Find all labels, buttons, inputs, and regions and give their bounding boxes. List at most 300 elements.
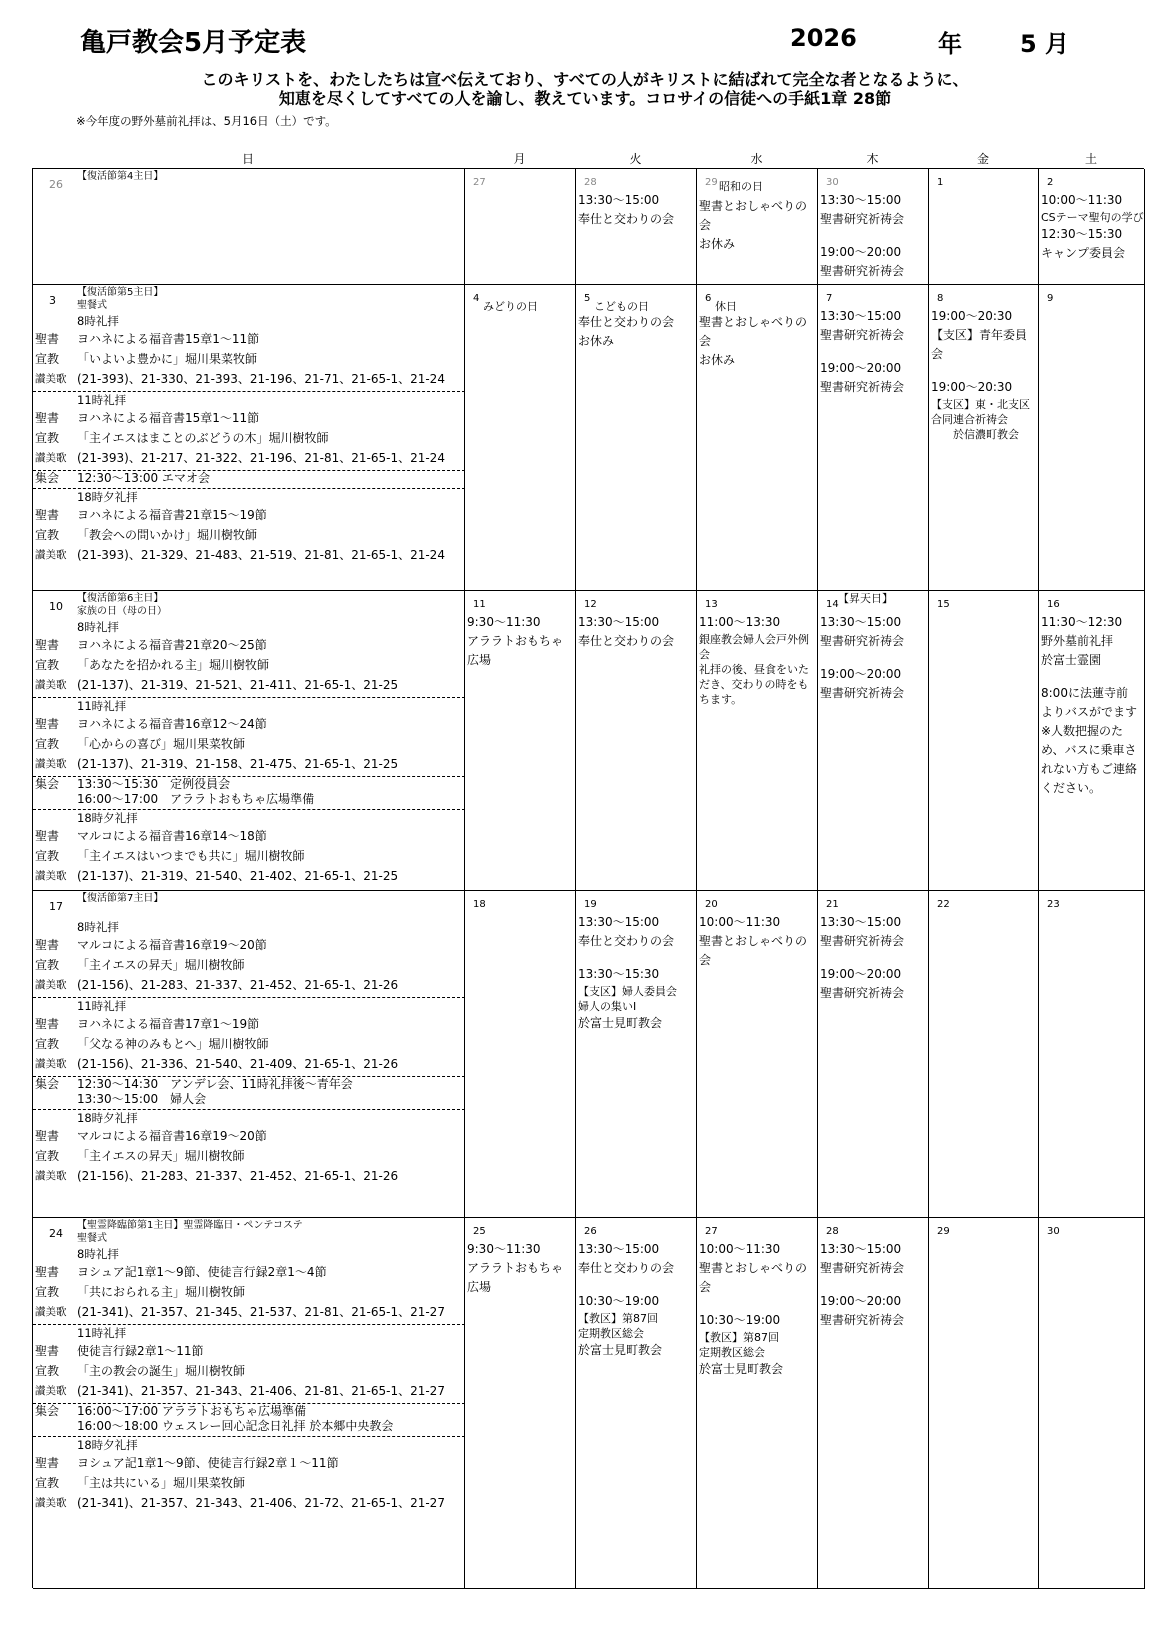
- event-line: 奉仕と交わりの会: [578, 1261, 675, 1275]
- sunday-subtitle: 聖餐式: [77, 300, 107, 311]
- page-title: 亀戸教会5月予定表: [80, 28, 307, 58]
- event-line: 聖書研究祈祷会: [820, 686, 905, 700]
- sermon-label: 宣教: [35, 1285, 60, 1299]
- day-number: 3: [49, 294, 56, 307]
- event-line: 【支区】東・北支区: [931, 398, 1030, 411]
- hymn-value: (21-341)、21-357、21-343、21-406、21-81、21-65-1、21-27: [77, 1384, 445, 1398]
- worship-service: [33, 489, 465, 565]
- day-name-4: 木: [866, 152, 879, 166]
- service-sermon-line: [33, 655, 465, 675]
- verse-line-2: 知恵を尽くしてすべての人を諭し、教えています。コロサイの信徒への手紙1章 28節: [278, 89, 892, 108]
- liturgical-title: 【復活節第5主日】 聖餐式: [77, 287, 164, 311]
- assembly-block: [33, 471, 465, 486]
- event-line: お休み: [699, 353, 736, 367]
- day-cell: [818, 169, 929, 284]
- day-cell: [576, 169, 697, 284]
- event-line: 10:30～19:00: [578, 1294, 660, 1308]
- day-cell: [929, 1218, 1039, 1588]
- day-cell: [465, 891, 576, 1217]
- event-line: 聖書とおしゃべりの会: [699, 315, 808, 348]
- event-line: CSテーマ聖句の学び: [1041, 211, 1144, 224]
- assembly-item: 12:30～14:30 アンデレ会、11時礼拝後～青年会: [77, 1077, 353, 1091]
- liturgical-title: 【聖霊降臨節第1主日】聖霊降臨日・ペンテコステ 聖餐式: [77, 1220, 303, 1244]
- day-events: [699, 313, 817, 370]
- event-line: 聖書研究祈祷会: [820, 380, 905, 394]
- day-name-1: 月: [513, 152, 526, 166]
- hymn-value: (21-393)、21-217、21-322、21-196、21-81、21-65-1、21-24: [77, 451, 445, 465]
- event-line: よりバスがでます: [1041, 705, 1138, 719]
- day-cell: [818, 285, 929, 590]
- day-number: 25: [473, 1226, 486, 1237]
- day-cell: [697, 169, 818, 284]
- event-line: 合同連合祈祷会: [931, 413, 1008, 426]
- event-line: 13:30～15:30: [578, 967, 660, 981]
- day-events: [578, 913, 696, 1033]
- day-name-2: 火: [629, 152, 642, 166]
- event-line: ください。: [1041, 781, 1102, 795]
- event-line: 13:30～15:00: [578, 915, 660, 929]
- event-line: 19:00～20:00: [820, 967, 902, 981]
- sermon-label: 宣教: [35, 352, 60, 366]
- day-cell: [465, 591, 576, 890]
- service-name: 11時礼拝: [77, 699, 127, 713]
- bible-value: ヨハネによる福音書21章20～25節: [77, 638, 267, 652]
- event-line: ※人数把握のた: [1041, 724, 1124, 738]
- hymn-label: 讃美歌: [35, 870, 67, 882]
- event-line: 定期教区総会: [699, 1346, 765, 1359]
- sermon-value: 「父なる神のみもとへ」堀川樹牧師: [77, 1037, 269, 1051]
- event-line: 広場: [467, 653, 492, 667]
- day-cell: [1039, 285, 1145, 590]
- service-sermon-line: [33, 955, 465, 975]
- bible-label: 聖書: [35, 1456, 60, 1470]
- day-name-6: 土: [1084, 152, 1097, 166]
- spacer: [578, 1278, 696, 1292]
- day-number: 27: [473, 177, 486, 188]
- event-line: 8:00に法蓮寺前: [1041, 686, 1128, 700]
- sunday-subtitle: 家族の日（母の日）: [77, 606, 167, 617]
- service-bible-line: [33, 714, 465, 734]
- service-name: 8時礼拝: [77, 920, 119, 934]
- week-row: [33, 591, 1145, 891]
- announcement-note: ※今年度の野外墓前礼拝は、5月16日（土）です。: [76, 114, 337, 128]
- event-line: アララトおもちゃ: [467, 1261, 564, 1275]
- hymn-label: 讃美歌: [35, 758, 67, 770]
- day-name-3: 水: [750, 152, 763, 166]
- sunday-cell: [33, 891, 465, 1217]
- day-number: 5: [584, 293, 591, 304]
- sermon-label: 宣教: [35, 1476, 60, 1490]
- day-cell: [576, 891, 697, 1217]
- event-line: 野外墓前礼拝: [1041, 634, 1114, 648]
- sermon-value: 「あなたを招かれる主」堀川樹牧師: [77, 658, 270, 672]
- sermon-value: 「主の教会の誕生」堀川樹牧師: [77, 1364, 246, 1378]
- holiday-label: こどもの日: [594, 300, 649, 313]
- event-line: 13:30～15:00: [820, 915, 902, 929]
- holiday-label: 昭和の日: [719, 180, 763, 193]
- day-number: 30: [1047, 1226, 1060, 1237]
- day-number: 2: [1047, 177, 1054, 188]
- assembly-items: [77, 777, 314, 807]
- year-suffix: 年: [938, 30, 962, 58]
- service-hymn-line: [33, 448, 465, 468]
- day-number: 10: [49, 600, 63, 613]
- service-bible-line: [33, 635, 465, 655]
- day-cell: [1039, 591, 1145, 890]
- bible-value: マルコによる福音書16章19～20節: [77, 938, 267, 952]
- day-number: 24: [49, 1227, 63, 1240]
- bible-label: 聖書: [35, 829, 60, 843]
- service-bible-line: [33, 1341, 465, 1361]
- worship-service: [33, 392, 465, 468]
- service-sermon-line: [33, 1282, 465, 1302]
- page-header: [0, 0, 1170, 150]
- day-cell: [697, 1218, 818, 1588]
- event-line: お休み: [699, 237, 736, 251]
- spacer: [820, 229, 928, 243]
- day-events: [820, 307, 928, 397]
- bible-label: 聖書: [35, 1344, 60, 1358]
- event-line: 12:30～15:30: [1041, 227, 1123, 241]
- sermon-value: 「教会への問いかけ」堀川樹牧師: [77, 528, 258, 542]
- service-name: 11時礼拝: [77, 999, 127, 1013]
- assembly-item: 16:00～17:00 アララトおもちゃ広場準備: [77, 1404, 306, 1418]
- day-number: 8: [937, 293, 944, 304]
- bible-label: 聖書: [35, 938, 60, 952]
- sermon-value: 「主イエスの昇天」堀川樹牧師: [77, 1149, 245, 1163]
- verse-line-1: このキリストを、わたしたちは宣べ伝えており、すべての人がキリストに結ばれて完全な者となるように、: [201, 70, 969, 89]
- assembly-items: [77, 1077, 353, 1107]
- event-line: ちます。: [699, 693, 743, 706]
- day-cell: [697, 891, 818, 1217]
- service-bible-line: [33, 329, 465, 349]
- day-events: [1041, 613, 1144, 798]
- day-events: [578, 191, 696, 229]
- sermon-value: 「いよいよ豊かに」堀川果菜牧師: [77, 352, 258, 366]
- hymn-value: (21-341)、21-357、21-343、21-406、21-72、21-65-1、21-27: [77, 1496, 445, 1510]
- day-number: 29: [937, 1226, 950, 1237]
- hymn-label: 讃美歌: [35, 1497, 67, 1509]
- event-line: 於富士見町教会: [578, 1016, 663, 1030]
- day-cell: [697, 591, 818, 890]
- worship-service: [33, 313, 465, 389]
- day-cell: [818, 1218, 929, 1588]
- hymn-value: (21-393)、21-330、21-393、21-196、21-71、21-65-1、21-24: [77, 372, 445, 386]
- week-row: [33, 285, 1145, 591]
- spacer: [820, 651, 928, 665]
- day-cell: [818, 891, 929, 1217]
- event-line: 19:00～20:00: [820, 1294, 902, 1308]
- service-name: 18時夕礼拝: [77, 490, 138, 504]
- hymn-label: 讃美歌: [35, 679, 67, 691]
- event-line: 奉仕と交わりの会: [578, 212, 675, 226]
- event-line: 婦人の集いⅠ: [578, 1000, 637, 1013]
- service-name: 18時夕礼拝: [77, 1438, 138, 1452]
- event-line: 【教区】第87回: [578, 1312, 658, 1325]
- event-line: め、バスに乗車さ: [1041, 743, 1137, 757]
- service-hymn-line: [33, 754, 465, 774]
- day-number: 26: [584, 1226, 597, 1237]
- event-line: 10:00～11:30: [699, 915, 781, 929]
- service-name: 18時夕礼拝: [77, 811, 138, 825]
- sermon-label: 宣教: [35, 431, 60, 445]
- service-hymn-line: [33, 1054, 465, 1074]
- day-cell: [1039, 1218, 1145, 1588]
- day-cell: [576, 285, 697, 590]
- event-line: 聖書研究祈祷会: [820, 328, 905, 342]
- day-cell: [818, 591, 929, 890]
- day-number: 4: [473, 293, 480, 304]
- day-number: 23: [1047, 899, 1060, 910]
- event-line: 奉仕と交わりの会: [578, 315, 675, 329]
- event-line: 【教区】第87回: [699, 1331, 779, 1344]
- bible-value: マルコによる福音書16章19～20節: [77, 1129, 267, 1143]
- day-events: [578, 1240, 696, 1360]
- bible-label: 聖書: [35, 1017, 60, 1031]
- service-sermon-line: [33, 1473, 465, 1493]
- service-bible-line: [33, 408, 465, 428]
- sunday-services: [33, 313, 465, 565]
- event-line: 聖書とおしゃべりの会: [699, 199, 808, 232]
- service-name: 18時夕礼拝: [77, 1111, 138, 1125]
- bible-value: ヨハネによる福音書17章1～19節: [77, 1017, 260, 1031]
- service-sermon-line: [33, 428, 465, 448]
- day-cell: [929, 285, 1039, 590]
- day-events: [578, 613, 696, 651]
- service-bible-line: [33, 935, 465, 955]
- day-cell: [465, 1218, 576, 1588]
- day-number: 28: [826, 1226, 839, 1237]
- day-number: 13: [705, 599, 718, 610]
- assembly-block: [33, 777, 465, 807]
- event-line: 銀座教会婦人会戸外例会: [699, 633, 809, 661]
- worship-service: [33, 1110, 465, 1186]
- bible-label: 聖書: [35, 717, 60, 731]
- service-sermon-line: [33, 1361, 465, 1381]
- service-hymn-line: [33, 1302, 465, 1322]
- day-cell: [929, 169, 1039, 284]
- sunday-services: [33, 1246, 465, 1513]
- day-cell: [576, 1218, 697, 1588]
- worship-service: [33, 698, 465, 774]
- bible-value: ヨハネによる福音書15章1～11節: [77, 332, 260, 346]
- assembly-items: [77, 1404, 393, 1434]
- service-bible-line: [33, 1014, 465, 1034]
- service-sermon-line: [33, 525, 465, 545]
- liturgical-title: 【復活節第6主日】 家族の日（母の日）: [77, 593, 167, 617]
- event-line: 13:30～15:00: [820, 1242, 902, 1256]
- event-line: 19:00～20:00: [820, 667, 902, 681]
- service-bible-line: [33, 505, 465, 525]
- hymn-value: (21-156)、21-283、21-337、21-452、21-65-1、21-26: [77, 1169, 399, 1183]
- event-line: 聖書とおしゃべりの会: [699, 934, 808, 967]
- sunday-services: [33, 919, 465, 1186]
- day-number: 16: [1047, 599, 1060, 610]
- service-hymn-line: [33, 866, 465, 886]
- event-line: 聖書研究祈祷会: [820, 212, 905, 226]
- day-number: 29: [705, 177, 718, 188]
- bible-value: 使徒言行録2章1～11節: [77, 1344, 204, 1358]
- event-line: 定期教区総会: [578, 1327, 644, 1340]
- service-bible-line: [33, 1126, 465, 1146]
- event-line: 於富士霊園: [1041, 653, 1102, 667]
- day-events: [699, 613, 817, 707]
- sermon-label: 宣教: [35, 1364, 60, 1378]
- day-number: 30: [826, 177, 839, 188]
- sermon-value: 「心からの喜び」堀川果菜牧師: [77, 737, 246, 751]
- event-line: 聖書研究祈祷会: [820, 1261, 905, 1275]
- event-line: 13:30～15:00: [820, 615, 902, 629]
- hymn-label: 讃美歌: [35, 1058, 67, 1070]
- day-events: [820, 613, 928, 703]
- day-number: 7: [826, 293, 833, 304]
- day-events: [467, 1240, 575, 1297]
- day-number: 22: [937, 899, 950, 910]
- event-line: 【支区】婦人委員会: [578, 985, 677, 998]
- event-line: 於富士見町教会: [699, 1362, 784, 1376]
- assembly-item: 13:30～15:30 定例役員会: [77, 777, 231, 791]
- hymn-label: 讃美歌: [35, 1385, 67, 1397]
- day-cell: [465, 285, 576, 590]
- bible-label: 聖書: [35, 411, 60, 425]
- assembly-item: 13:30～15:00 婦人会: [77, 1092, 207, 1106]
- event-line: 聖書とおしゃべりの会: [699, 1261, 808, 1294]
- service-sermon-line: [33, 734, 465, 754]
- bible-value: ヨシュア記1章1～9節、使徒言行録2章１～11節: [77, 1456, 339, 1470]
- worship-service: [33, 998, 465, 1074]
- sermon-label: 宣教: [35, 737, 60, 751]
- event-line: 13:30～15:00: [578, 1242, 660, 1256]
- hymn-label: 讃美歌: [35, 452, 67, 464]
- hymn-value: (21-137)、21-319、21-540、21-402、21-65-1、21-25: [77, 869, 399, 883]
- assembly-items: [77, 471, 210, 486]
- event-line: 11:00～13:30: [699, 615, 781, 629]
- service-sermon-line: [33, 1146, 465, 1166]
- sermon-label: 宣教: [35, 958, 60, 972]
- event-line: だき、交わりの時をも: [699, 678, 809, 691]
- holiday-label: 休日: [715, 300, 737, 313]
- day-cell: [929, 591, 1039, 890]
- service-name: 8時礼拝: [77, 314, 119, 328]
- hymn-value: (21-393)、21-329、21-483、21-519、21-81、21-65-1、21-24: [77, 548, 445, 562]
- service-bible-line: [33, 1453, 465, 1473]
- year-value: 2026: [790, 24, 857, 52]
- worship-service: [33, 1246, 465, 1322]
- day-name-0: 日: [241, 152, 254, 166]
- day-events: [699, 913, 817, 970]
- day-number: 21: [826, 899, 839, 910]
- day-events: [467, 613, 575, 670]
- day-events: [820, 913, 928, 1003]
- event-line: 【支区】青年委員会: [931, 328, 1028, 361]
- assembly-label: 集会: [35, 1404, 60, 1418]
- event-line: 聖書研究祈祷会: [820, 986, 905, 1000]
- day-number: 17: [49, 900, 63, 913]
- sunday-cell: [33, 591, 465, 890]
- bible-value: ヨシュア記1章1～9節、使徒言行録2章1～4節: [77, 1265, 327, 1279]
- event-line: 聖書研究祈祷会: [820, 264, 905, 278]
- spacer: [578, 951, 696, 965]
- event-line: 於信濃町教会: [931, 428, 1019, 441]
- sunday-subtitle: 聖餐式: [77, 1233, 107, 1244]
- event-line: 13:30～15:00: [578, 193, 660, 207]
- worship-service: [33, 1437, 465, 1513]
- bible-value: ヨハネによる福音書16章12～24節: [77, 717, 267, 731]
- calendar-grid: [32, 168, 1144, 1588]
- spacer: [820, 951, 928, 965]
- day-events: [578, 313, 696, 351]
- sermon-label: 宣教: [35, 849, 60, 863]
- liturgical-title: 【復活節第7主日】: [77, 893, 164, 904]
- event-line: 聖書研究祈祷会: [820, 634, 905, 648]
- sermon-value: 「主イエスの昇天」堀川樹牧師: [77, 958, 245, 972]
- spacer: [699, 1297, 817, 1311]
- worship-service: [33, 810, 465, 886]
- day-cell: [929, 891, 1039, 1217]
- event-line: 19:00～20:30: [931, 309, 1013, 323]
- week-row: [33, 891, 1145, 1218]
- event-line: 聖書研究祈祷会: [820, 1313, 905, 1327]
- assembly-item: 16:00～17:00 アララトおもちゃ広場準備: [77, 792, 315, 806]
- assembly-block: [33, 1077, 465, 1107]
- hymn-value: (21-137)、21-319、21-521、21-411、21-65-1、21-25: [77, 678, 399, 692]
- bible-value: ヨハネによる福音書21章15～19節: [77, 508, 267, 522]
- bible-label: 聖書: [35, 638, 60, 652]
- event-line: 19:00～20:30: [931, 380, 1013, 394]
- service-hymn-line: [33, 1166, 465, 1186]
- event-line: 於富士見町教会: [578, 1343, 663, 1357]
- event-line: 11:30～12:30: [1041, 615, 1123, 629]
- day-number: 18: [473, 899, 486, 910]
- hymn-value: (21-137)、21-319、21-158、21-475、21-65-1、21-25: [77, 757, 399, 771]
- day-number: 15: [937, 599, 950, 610]
- assembly-item: 12:30～13:00 エマオ会: [77, 471, 210, 485]
- day-cell: [465, 169, 576, 284]
- day-name-5: 金: [976, 152, 989, 166]
- spacer: [1041, 670, 1144, 684]
- event-line: 広場: [467, 1280, 492, 1294]
- service-hymn-line: [33, 975, 465, 995]
- bible-label: 聖書: [35, 1265, 60, 1279]
- service-sermon-line: [33, 349, 465, 369]
- worship-service: [33, 919, 465, 995]
- bible-value: ヨハネによる福音書15章1～11節: [77, 411, 260, 425]
- event-line: キャンプ委員会: [1041, 246, 1126, 260]
- sunday-cell: [33, 285, 465, 590]
- event-line: れない方もご連絡: [1041, 762, 1138, 776]
- assembly-block: [33, 1404, 465, 1434]
- event-line: 聖書研究祈祷会: [820, 934, 905, 948]
- week-row: [33, 1218, 1145, 1589]
- service-hymn-line: [33, 1493, 465, 1513]
- sermon-label: 宣教: [35, 1037, 60, 1051]
- day-number: 9: [1047, 293, 1054, 304]
- sermon-value: 「主は共にいる」堀川果菜牧師: [77, 1476, 246, 1490]
- day-number: 6: [705, 293, 712, 304]
- day-cell: [697, 285, 818, 590]
- liturgical-title: 【復活節第4主日】: [77, 171, 164, 182]
- event-line: 奉仕と交わりの会: [578, 934, 675, 948]
- event-line: 13:30～15:00: [820, 193, 902, 207]
- service-name: 11時礼拝: [77, 1326, 127, 1340]
- hymn-label: 讃美歌: [35, 979, 67, 991]
- day-events: [1041, 191, 1144, 263]
- day-events: [820, 191, 928, 281]
- service-name: 8時礼拝: [77, 1247, 119, 1261]
- sermon-label: 宣教: [35, 528, 60, 542]
- service-hymn-line: [33, 369, 465, 389]
- day-number: 14: [826, 599, 839, 610]
